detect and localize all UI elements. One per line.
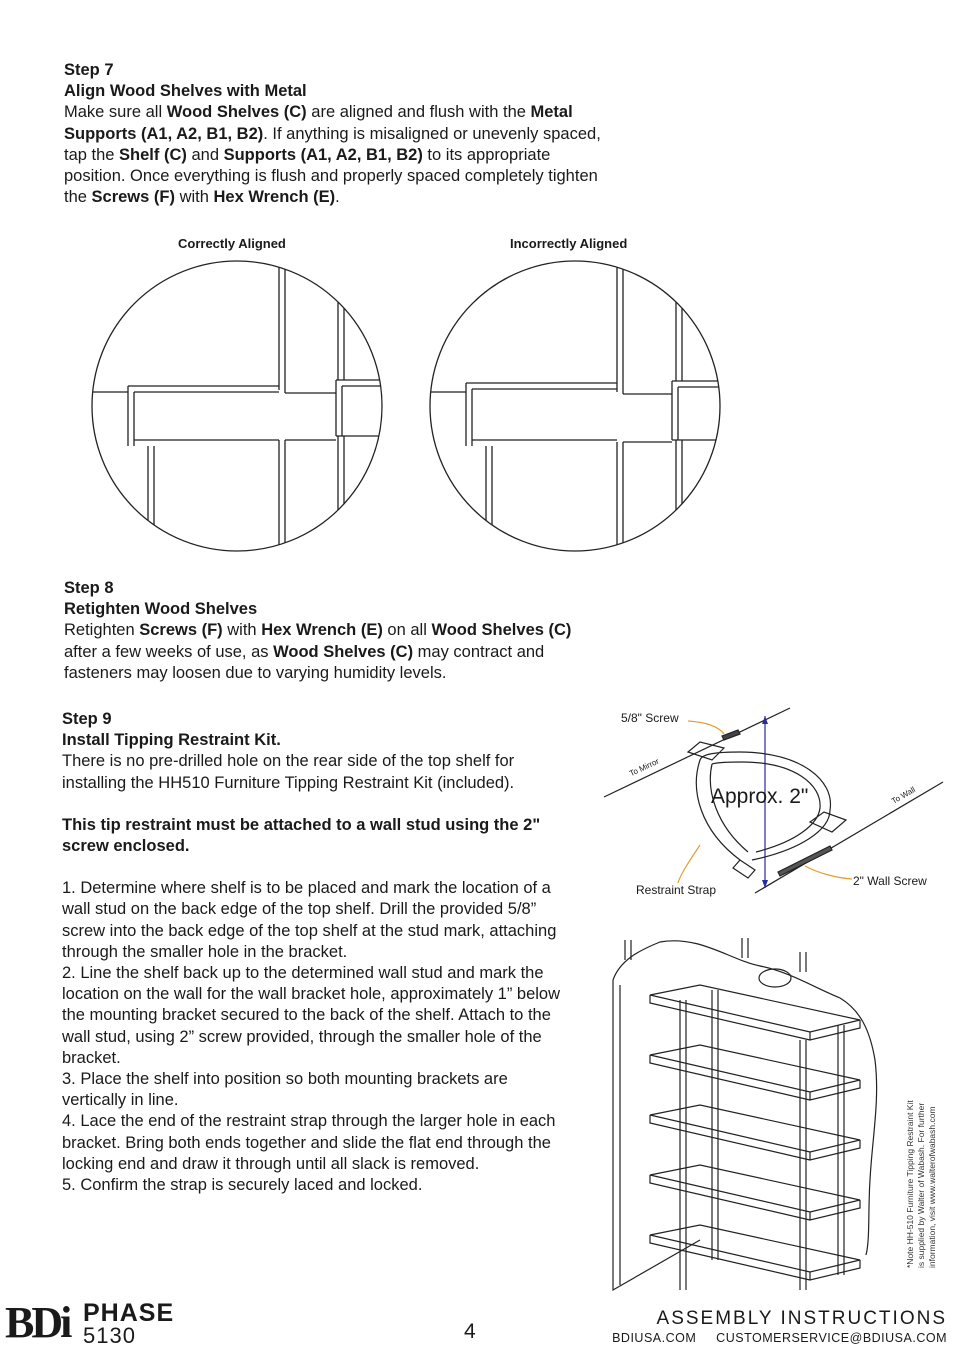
label-long-screw: 2" Wall Screw bbox=[853, 874, 927, 888]
label-approx-2in: Approx. 2" bbox=[711, 785, 809, 808]
note-line-3: information, visit www.walterofwabash.com bbox=[927, 1106, 937, 1268]
label-incorrectly-aligned: Incorrectly Aligned bbox=[510, 236, 628, 251]
step9-warning: This tip restraint must be attached to a wall stud using the 2" screw enclosed. bbox=[62, 815, 541, 856]
product-model: 5130 bbox=[83, 1323, 136, 1348]
step9-instruction-4: 4. Lace the end of the restraint strap through the larger hole in each bracket. Bring both ends together and slide the flat end through the locking end and draw it through until all slack is removed. bbox=[62, 1112, 556, 1173]
label-to-mirror: To Mirror bbox=[628, 756, 661, 779]
step9-instruction-2: 2. Line the shelf back up to the determined wall stud and mark the location on the wall for the wall bracket hole, approximately 1” below the mounting bracket secured to the back of the shelf. Attach to the wall stud, using 2” screw provided, through the smaller hole of the bracket. bbox=[62, 964, 561, 1067]
bdi-logo bbox=[5, 1295, 69, 1351]
step7-body: Make sure all Wood Shelves (C) are aligned and flush with the Metal Supports (A1, A2, B1, B2). If anything is misaligned or unevenly spaced, tap the Shelf (C) and Supports (A1, A2, B1, B2) to its appropriate position. Once everything is flush and properly spaced completely tighten the Screws (F) with Hex Wrench (E). bbox=[64, 103, 601, 207]
note-line-2: is supplied by Walter of Wabash. For further bbox=[916, 1102, 926, 1268]
restraint-kit-note bbox=[905, 1068, 938, 1268]
step9-block bbox=[62, 709, 572, 1196]
email-text: CUSTOMERSERVICE@BDIUSA.COM bbox=[716, 1331, 947, 1345]
page-number: 4 bbox=[464, 1320, 476, 1343]
step9-instruction-5: 5. Confirm the strap is securely laced and locked. bbox=[62, 1176, 423, 1195]
step8-block bbox=[64, 578, 594, 684]
label-short-screw: 5/8" Screw bbox=[621, 711, 679, 725]
document-title: ASSEMBLY INSTRUCTIONS bbox=[656, 1308, 947, 1329]
step9-instruction-3: 3. Place the shelf into position so both mounting brackets are vertically in line. bbox=[62, 1070, 508, 1110]
step7-title: Align Wood Shelves with Metal bbox=[64, 82, 307, 101]
step8-number: Step 8 bbox=[64, 579, 114, 597]
step9-number: Step 9 bbox=[62, 710, 112, 728]
step9-instruction-1: 1. Determine where shelf is to be placed and mark the location of a wall stud on the back edge of the top shelf. Drill the provided 5/8” screw into the back edge of the top shelf at the stud mark, attaching through the smaller hole in the bracket. bbox=[62, 879, 557, 961]
note-line-1: *Note HH-510 Furniture Tipping Restraint Kit bbox=[905, 1100, 915, 1268]
step9-title: Install Tipping Restraint Kit. bbox=[62, 731, 281, 750]
step7-block bbox=[64, 60, 609, 208]
step8-body: Retighten Screws (F) with Hex Wrench (E) on all Wood Shelves (C) after a few weeks of use, as Wood Shelves (C) may contract and fasteners may loosen due to varying humidity levels. bbox=[64, 621, 572, 682]
step9-intro: There is no pre-drilled hole on the rear side of the top shelf for installing the HH510 Furniture Tipping Restraint Kit (included). bbox=[62, 752, 515, 792]
website-text: BDIUSA.COM bbox=[612, 1331, 697, 1345]
label-restraint-strap: Restraint Strap bbox=[636, 883, 717, 897]
bdi-logo-text: BDi bbox=[5, 1298, 70, 1347]
label-correctly-aligned: Correctly Aligned bbox=[178, 236, 286, 251]
product-name: PHASE bbox=[83, 1299, 175, 1327]
contact-line bbox=[612, 1331, 947, 1345]
step7-number: Step 7 bbox=[64, 61, 114, 79]
step8-title: Retighten Wood Shelves bbox=[64, 600, 258, 619]
label-to-wall: To Wall bbox=[890, 785, 917, 806]
